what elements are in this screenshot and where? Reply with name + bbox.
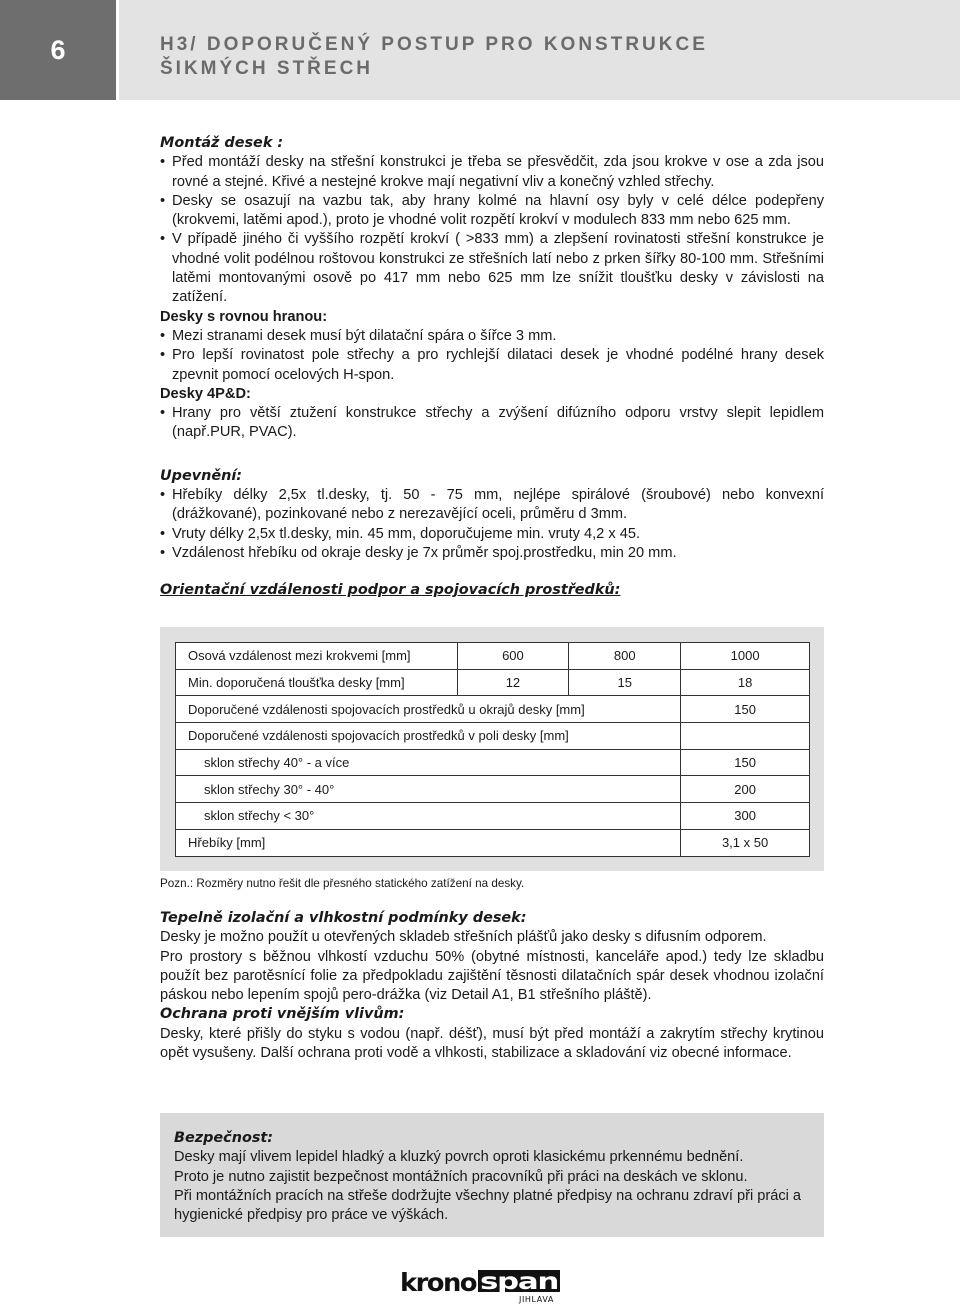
table-cell-label: sklon střechy 30° - 40° (176, 776, 681, 803)
table-row (176, 643, 810, 670)
main-content (160, 134, 824, 601)
table-cell-label: Hřebíky [mm] (176, 829, 681, 856)
safety-content (174, 1129, 814, 1225)
paragraph: Desky, které přišly do styku s vodou (např. déšť), musí být před montáží a zakrytím střechy krytinou opět vysušeny. Další ochrana proti vodě a vlhkosti, stabilizace a skladování viz obecné informace. (160, 1025, 824, 1062)
table-cell-value: 12 (457, 669, 569, 696)
section-heading-orientacni: Orientační vzdálenosti podpor a spojovacích prostředků: (160, 582, 621, 599)
table-row (176, 749, 810, 776)
safety-line: Při montážních pracích na střeše dodržujte všechny platné předpisy na ochranu zdraví při práci a hygienické předpisy pro práce ve výškách. (174, 1187, 802, 1224)
list-item: • Hřebíky délky 2,5x tl.desky, tj. 50 - 75 mm, nejlépe spirálové (šroubové) nebo konvexní (drážkované), pozinkované nebo z nerezavějící oceli, průměru d 3mm. (160, 486, 824, 525)
paragraph: Pro prostory s běžnou vlhkostí vzduchu 50% (obytné místnosti, kanceláře apod.) tedy lze skladbu použít bez parotěsnící folie za předpokladu zajištění těsnosti dilatačních spár desek vhodnou izolační páskou nebo lepením spojů pero-drážka (viz Detail A1, B1 střešního pláště). (160, 948, 824, 1004)
list-item: • V případě jiného či vyššího rozpětí krokví ( >833 mm) a zlepšení rovinatosti střešní konstrukce je vhodné volit podélnou roštovou konstrukci ze střešních latí nebo z prken šířky 80-100 mm. Střešními latěmi montovanými osově po 417 mm nebo 625 mm lze snížit tloušťku desky v závislosti na zatížení. (160, 230, 824, 307)
table-row (176, 696, 810, 723)
table-cell-value: 200 (681, 776, 810, 803)
subheading-4pd: Desky 4P&D: (160, 385, 251, 402)
list-item: • Vruty délky 2,5x tl.desky, min. 45 mm, doporučujeme min. vruty 4,2 x 45. (160, 525, 824, 544)
logo-sub: JIHLAVA (519, 1295, 554, 1304)
lower-content (160, 909, 824, 1063)
pd-list (160, 404, 824, 443)
table-cell-label: sklon střechy 40° - a více (176, 749, 681, 776)
section-heading-montaz: Montáž desek : (160, 135, 284, 151)
section-heading-bezpecnost: Bezpečnost: (174, 1130, 274, 1146)
table-cell-value: 18 (681, 669, 810, 696)
table-cell-value: 600 (457, 643, 569, 670)
montaz-list (160, 153, 824, 307)
page-number: 6 (0, 0, 116, 100)
table-row (176, 723, 810, 750)
table-cell-value: 3,1 x 50 (681, 829, 810, 856)
table-note: Pozn.: Rozměry nutno řešit dle přesného statického zatížení na desky. (160, 877, 525, 890)
table-cell-value: 300 (681, 803, 810, 830)
section-heading-tepelne: Tepelně izolační a vlhkostní podmínky desek: (160, 910, 527, 926)
safety-box (160, 1113, 824, 1237)
paragraph: Desky je možno použít u otevřených skladeb střešních plášťů jako desky s difusním odporem. (160, 929, 767, 946)
safety-line: Proto je nutno zajistit bezpečnost montážních pracovníků při práci na deskách ve sklonu. (174, 1168, 748, 1185)
subheading-rovna-hrana: Desky s rovnou hranou: (160, 308, 328, 325)
table-cell-label: sklon střechy < 30° (176, 803, 681, 830)
spacing-table (175, 642, 810, 857)
spacing-table-panel (160, 627, 824, 871)
page-title-line1: H3/ DOPORUČENÝ POSTUP PRO KONSTRUKCE (160, 34, 708, 55)
page-header (0, 0, 960, 100)
table-cell-label: Min. doporučená tloušťka desky [mm] (176, 669, 458, 696)
table-row (176, 776, 810, 803)
table-cell-value: 1000 (681, 643, 810, 670)
table-row (176, 669, 810, 696)
table-row (176, 803, 810, 830)
table-cell-value: 150 (681, 696, 810, 723)
table-cell-value: 800 (569, 643, 681, 670)
table-cell-label: Osová vzdálenost mezi krokvemi [mm] (176, 643, 458, 670)
list-item: • Mezi stranami desek musí být dilatační spára o šířce 3 mm. (160, 327, 824, 346)
table-cell-value (681, 723, 810, 750)
list-item: • Před montáží desky na střešní konstrukci je třeba se přesvědčit, zda jsou krokve v ose a zda jsou rovné a stejné. Křivé a nestejné krokve mají negativní vliv a konečný vzhled střechy. (160, 153, 824, 192)
page-title (160, 33, 940, 81)
safety-line: Desky mají vlivem lepidel hladký a kluzký povrch oproti klasickému prkennému bednění. (174, 1149, 744, 1166)
list-item: • Hrany pro větší ztužení konstrukce střechy a zvýšení difúzního odporu vrstvy slepit lepidlem (např.PUR, PVAC). (160, 404, 824, 443)
list-item: • Pro lepší rovinatost pole střechy a pro rychlejší dilataci desek je vhodné podélné hrany desek zpevnit pomocí ocelových H-spon. (160, 346, 824, 385)
logo-word2: span (480, 1269, 558, 1295)
section-heading-upevneni: Upevnění: (160, 467, 243, 484)
table-cell-value: 15 (569, 669, 681, 696)
table-row (176, 829, 810, 856)
list-item: • Vzdálenost hřebíku od okraje desky je 7x průměr spoj.prostředku, min 20 mm. (160, 544, 824, 563)
table-cell-label: Doporučené vzdálenosti spojovacích prostředků u okrajů desky [mm] (176, 696, 681, 723)
kronospan-logo (398, 1266, 562, 1304)
logo-word1: krono (400, 1268, 478, 1297)
rovna-list (160, 327, 824, 385)
page-title-line2: ŠIKMÝCH STŘECH (160, 58, 374, 79)
list-item: • Desky se osazují na vazbu tak, aby hrany kolmé na hlavní osy byly v celé délce podepřeny (krokvemi, latěmi apod.), proto je vhodné volit rozpětí krokví v modulech 833 mm nebo 625 mm. (160, 192, 824, 231)
section-heading-ochrana: Ochrana proti vnějším vlivům: (160, 1006, 405, 1023)
table-cell-label: Doporučené vzdálenosti spojovacích prostředků v poli desky [mm] (176, 723, 681, 750)
table-cell-value: 150 (681, 749, 810, 776)
upevneni-list (160, 486, 824, 563)
